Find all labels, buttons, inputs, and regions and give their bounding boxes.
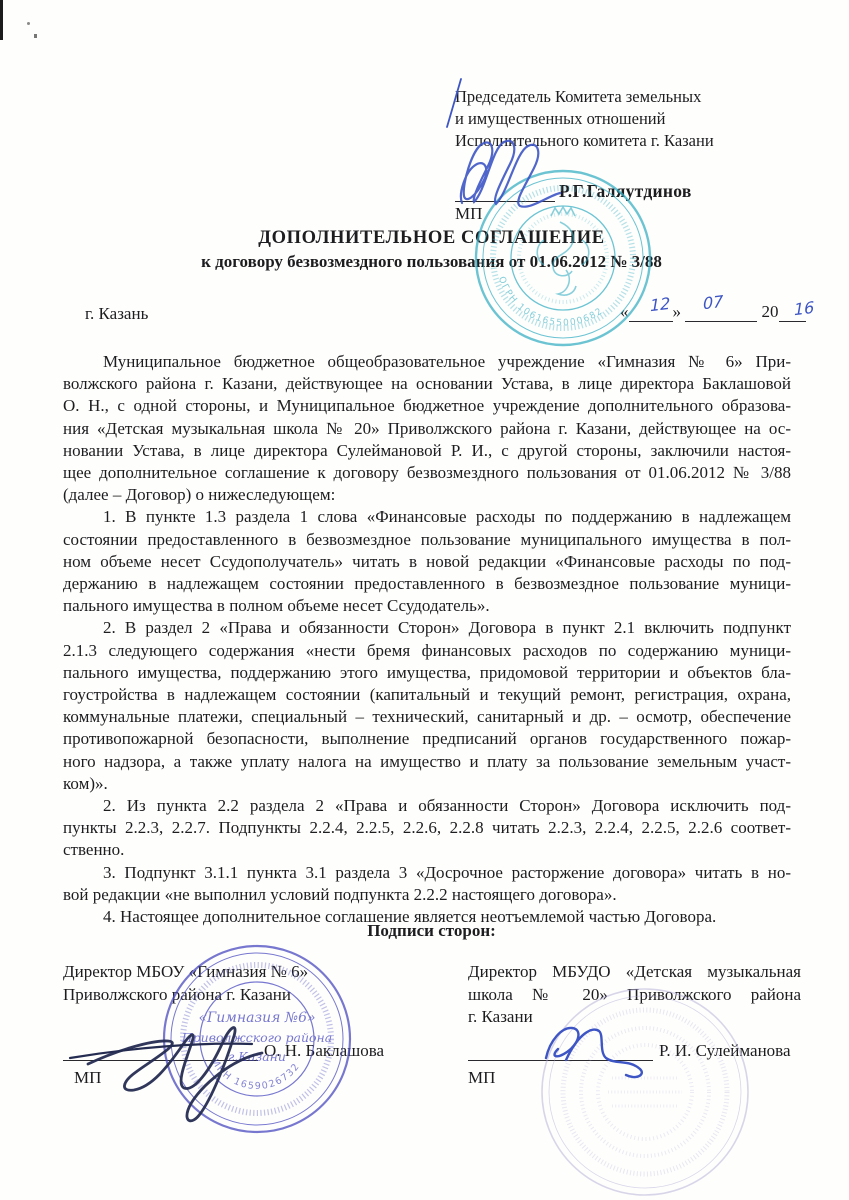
- document-title-block: [63, 228, 800, 272]
- signature-row-right: [468, 1040, 828, 1061]
- seal-mark-right: МП: [468, 1068, 496, 1087]
- paragraph-point-2b: 2. Из пункта 2.2 раздела 2 «Права и обязанности Сторон» Договора исключить под- пункты 2.2.3, 2.2.7. Подпункты 2.2.4, 2.2.5, 2.2.6, 2.2.8 читать 2.2.3, 2.2.4, 2.2.5, 2.2.6 соответ- ственно.: [63, 796, 791, 860]
- svg-text:ИНН 1659026732: [209, 1057, 302, 1092]
- stamp-gymnasium-name: «Гимназия №6»: [198, 1010, 316, 1026]
- approver-signature-row: [455, 176, 785, 202]
- paragraph-point-3: 3. Подпункт 3.1.1 пункта 3.1 раздела 3 «Досрочное расторжение договора» читать в но- вой редакции «не выполнил условий подпункта 2.2.2 настоящего договора».: [63, 862, 791, 904]
- handwritten-day: 12: [649, 293, 671, 316]
- approver-block: Председатель Комитета земельных и имущественных отношений Исполнительного комитета г. Казани: [455, 87, 714, 150]
- seal-mark-left: МП: [74, 1068, 102, 1087]
- signatory-right-name: Р. И. Сулейманова: [659, 1041, 791, 1060]
- approver-seal-mark: МП: [455, 204, 483, 223]
- date-quote-close: »: [672, 302, 681, 321]
- signatory-right-title: Директор МБУДО «Детская музыкальная школа № 20» Приволжского района г. Казани: [468, 962, 801, 1026]
- svg-text:ОГРН 1061655000682: [496, 275, 606, 328]
- stamp-gymnasium-inn-text: ИНН 1659026732: [209, 1057, 303, 1093]
- signature-line-left: [63, 1040, 258, 1061]
- handwritten-month: 07: [702, 291, 724, 314]
- approver-signature-line: [455, 179, 555, 202]
- scan-speck: [34, 34, 37, 38]
- signatures-heading: Подписи сторон:: [367, 921, 496, 940]
- signature-line-right: [468, 1040, 653, 1061]
- scan-edge-artifact: [0, 0, 3, 40]
- date-year-prefix: 20: [761, 302, 779, 321]
- signature-row-left: [63, 1040, 463, 1061]
- paragraph-intro: Муниципальное бюджетное общеобразовательное учреждение «Гимназия № 6» При- волжского района г. Казани, действующее на основании Устава, в лице директора Баклашовой О. Н., с одной стороны, и Муниципальное бюджетное учреждение дополнительного образова- ния «Детская музыкальная школа № 20» Приволжского района г. Казани, действующее на ос- новании Устава, в лице директора Сулеймановой Р. И., с другой стороны, заключили настоя- щее дополнительное соглашение к договору безвозмездного пользования от 01.06.2012 № 3/88 (далее – Договор) о нижеследующем:: [63, 352, 791, 505]
- date-quote-open: «: [620, 302, 629, 321]
- signatory-left-title: Директор МБОУ «Гимназия № 6» Приволжского района г. Казани: [63, 962, 309, 1004]
- approver-name: Р.Г.Галяутдинов: [559, 181, 692, 201]
- paragraph-point-2a: 2. В раздел 2 «Права и обязанности Сторон» Договора в пункт 2.1 включить подпункт 2.1.3 следующего содержания «нести бремя финансовых расходов по содержанию муници- пального имущества, поддержанию этого имущества, придомовой территории и объектов бла- гоустройства в надлежащем состоянии (капитальный и текущий ремонт, регистрация, охрана, коммунальные платежи, специальный – технический, санитарный и др. – осмотр, обеспечение противопожарной безопасности, выполнение предписаний органов государственного пожар- ного надзора, а также уплату налога на имущество и плату за пользование земельным участ- ком)».: [63, 618, 791, 793]
- document-title: ДОПОЛНИТЕЛЬНОЕ СОГЛАШЕНИЕ: [258, 228, 605, 248]
- stamp-gymnasium-city: г.Казани: [228, 1049, 286, 1064]
- document-body: [63, 351, 791, 928]
- paragraph-point-4: 4. Настоящее дополнительное соглашение является неотъемлемой частью Договора.: [103, 907, 717, 927]
- paragraph-point-1: 1. В пункте 1.3 раздела 1 слова «Финансовые расходы по поддержанию в надлежащем состоянии предоставленного в безвозмездное пользование муниципального имущества в пол- ном объеме несет Ссудополучатель» читать в новой редакции «Финансовые расходы по под- держанию в надлежащем состоянии предоставленного в безвозмездное пользование муници- пального имущества в полном объеме несет Ссудодатель».: [63, 507, 791, 616]
- stamp-committee-ogrn-text: ОГРН 1061655000682: [495, 275, 606, 329]
- scan-speck: [27, 22, 30, 25]
- handwritten-year: 16: [793, 297, 815, 320]
- place-city: г. Казань: [85, 304, 149, 323]
- document-subtitle: к договору безвозмездного пользования от 01.06.2012 № 3/88: [201, 252, 662, 271]
- stamp-gymnasium-district: Приволжского района: [181, 1030, 333, 1045]
- signatory-left-name: О. Н. Баклашова: [264, 1041, 385, 1060]
